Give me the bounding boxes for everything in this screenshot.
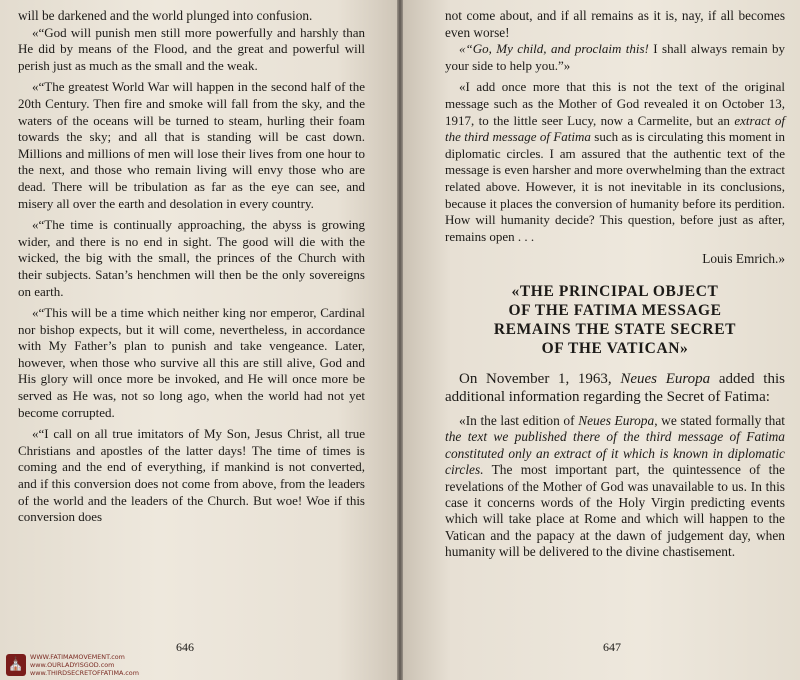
right-page	[403, 0, 800, 680]
heading-line: OF THE FATIMA MESSAGE	[508, 301, 722, 319]
signature: Louis Emrich.»	[702, 251, 785, 267]
text-run: «In the last edition of	[459, 412, 579, 428]
paragraph	[445, 413, 785, 561]
watermark-urls	[30, 653, 139, 678]
paragraph	[445, 41, 785, 74]
watermark-url: www.OURLADYISGOD.com	[30, 661, 115, 670]
italic-text: the text we published there of the third message of Fatima constituted only an extract of it which is known in diplomatic circles.	[445, 429, 785, 478]
text-run: , we stated formally that	[654, 412, 786, 428]
watermark-url: www.THIRDSECRETOFFATIMA.com	[30, 669, 139, 678]
watermark-url: WWW.FATIMAMOVEMENT.com	[30, 653, 125, 661]
page-number: 647	[603, 640, 621, 654]
church-logo-icon: ⛪	[6, 654, 26, 676]
left-page	[0, 0, 397, 680]
page-number: 646	[176, 640, 194, 654]
italic-text: extract of the third message of Fatima	[445, 112, 785, 145]
paragraph: «“The time is continually approaching, the abyss is growing wider, and there is no end in sight. The good will die with the wicked, the big with the small, the princes of the Church with their subjects. Satan’s henchmen will then be the only sovereigns on earth.	[18, 217, 365, 299]
heading-line: «THE PRINCIPAL OBJECT	[511, 282, 719, 300]
italic-text: Neues Europa	[620, 370, 711, 387]
watermark	[4, 652, 154, 678]
paragraph: not come about, and if all remains as it is, nay, if all becomes even worse!	[445, 8, 785, 40]
paragraph	[445, 370, 785, 407]
text-run: «I add once more that this is not the text of the original message such as the Mother of God revealed it on October 13, 1917, to the little seer Lucy, now a Carmelite, but an	[445, 79, 785, 128]
left-text-column	[18, 8, 365, 526]
text-run: such as is circulating this moment in diplomatic circles. I am assured that the authentic text of the message is even harsher and more overwhelming than the extract related above. However, it is not inevitable in its conclusions, because it places the conversion of humanity before its perdition. How will humanity decide? This question, before just as after, remains open . . .	[445, 129, 785, 244]
paragraph: «“I call on all true imitators of My Son, Jesus Christ, all true Christians and apostles of the latter days! The time of times is coming and the end of everything, if mankind is not converted, and if this conversion does not come from above, from the leaders of the world and the leaders of the Church. But woe! Woe if this conversion does	[18, 426, 365, 525]
text-run: On November 1, 1963,	[459, 370, 621, 387]
text-run: added this additional information regarding the Secret of Fatima:	[445, 370, 785, 406]
section-heading	[445, 282, 785, 358]
right-text-column	[445, 8, 785, 561]
italic-text: «“Go, My child, and proclaim this!	[459, 41, 649, 57]
paragraph: «“God will punish men still more powerfully and harshly than He did by means of the Flood, and the great and powerful will perish just as much as the small and the weak.	[18, 24, 365, 73]
paragraph	[445, 79, 785, 245]
paragraph: will be darkened and the world plunged into confusion.	[18, 8, 313, 23]
paragraph: «“This will be a time which neither king nor emperor, Cardinal nor bishop expects, but it will come, nevertheless, in accordance with My Father’s plan to punish and take vengeance. Later, however, when those who survive all this are still alive, God and His glory will once more be invoked, and He will once more be served as He was, not so long ago, when the world had not yet become corrupted.	[18, 305, 365, 420]
italic-text: Neues Europa	[578, 412, 655, 428]
text-run: I shall always remain by your side to help you.”»	[445, 41, 786, 73]
heading-line: OF THE VATICAN»	[541, 339, 689, 357]
text-run: The most important part, the quintessence of the revelations of the Mother of God was unavailable to us. In this case it concerns words of the Holy Virgin predicting events which will take place at Rome and which will happen to the Vatican and the papacy at the dawn of judgement day, when humanity will be delivered to the divine chastisement.	[445, 462, 785, 560]
heading-line: REMAINS THE STATE SECRET	[493, 320, 737, 338]
paragraph: «“The greatest World War will happen in the second half of the 20th Century. Then fire and smoke will fall from the sky, and the waters of the oceans will be turned to steam, hurling their foam towards the sky; and all that is standing will be cast down. Millions and millions of men will lose their lives from one hour to the next, and those who remain living will envy those who are dead. There will be tribulation as far as the eye can see, and misery all over the earth and desolation in every country.	[18, 79, 365, 211]
